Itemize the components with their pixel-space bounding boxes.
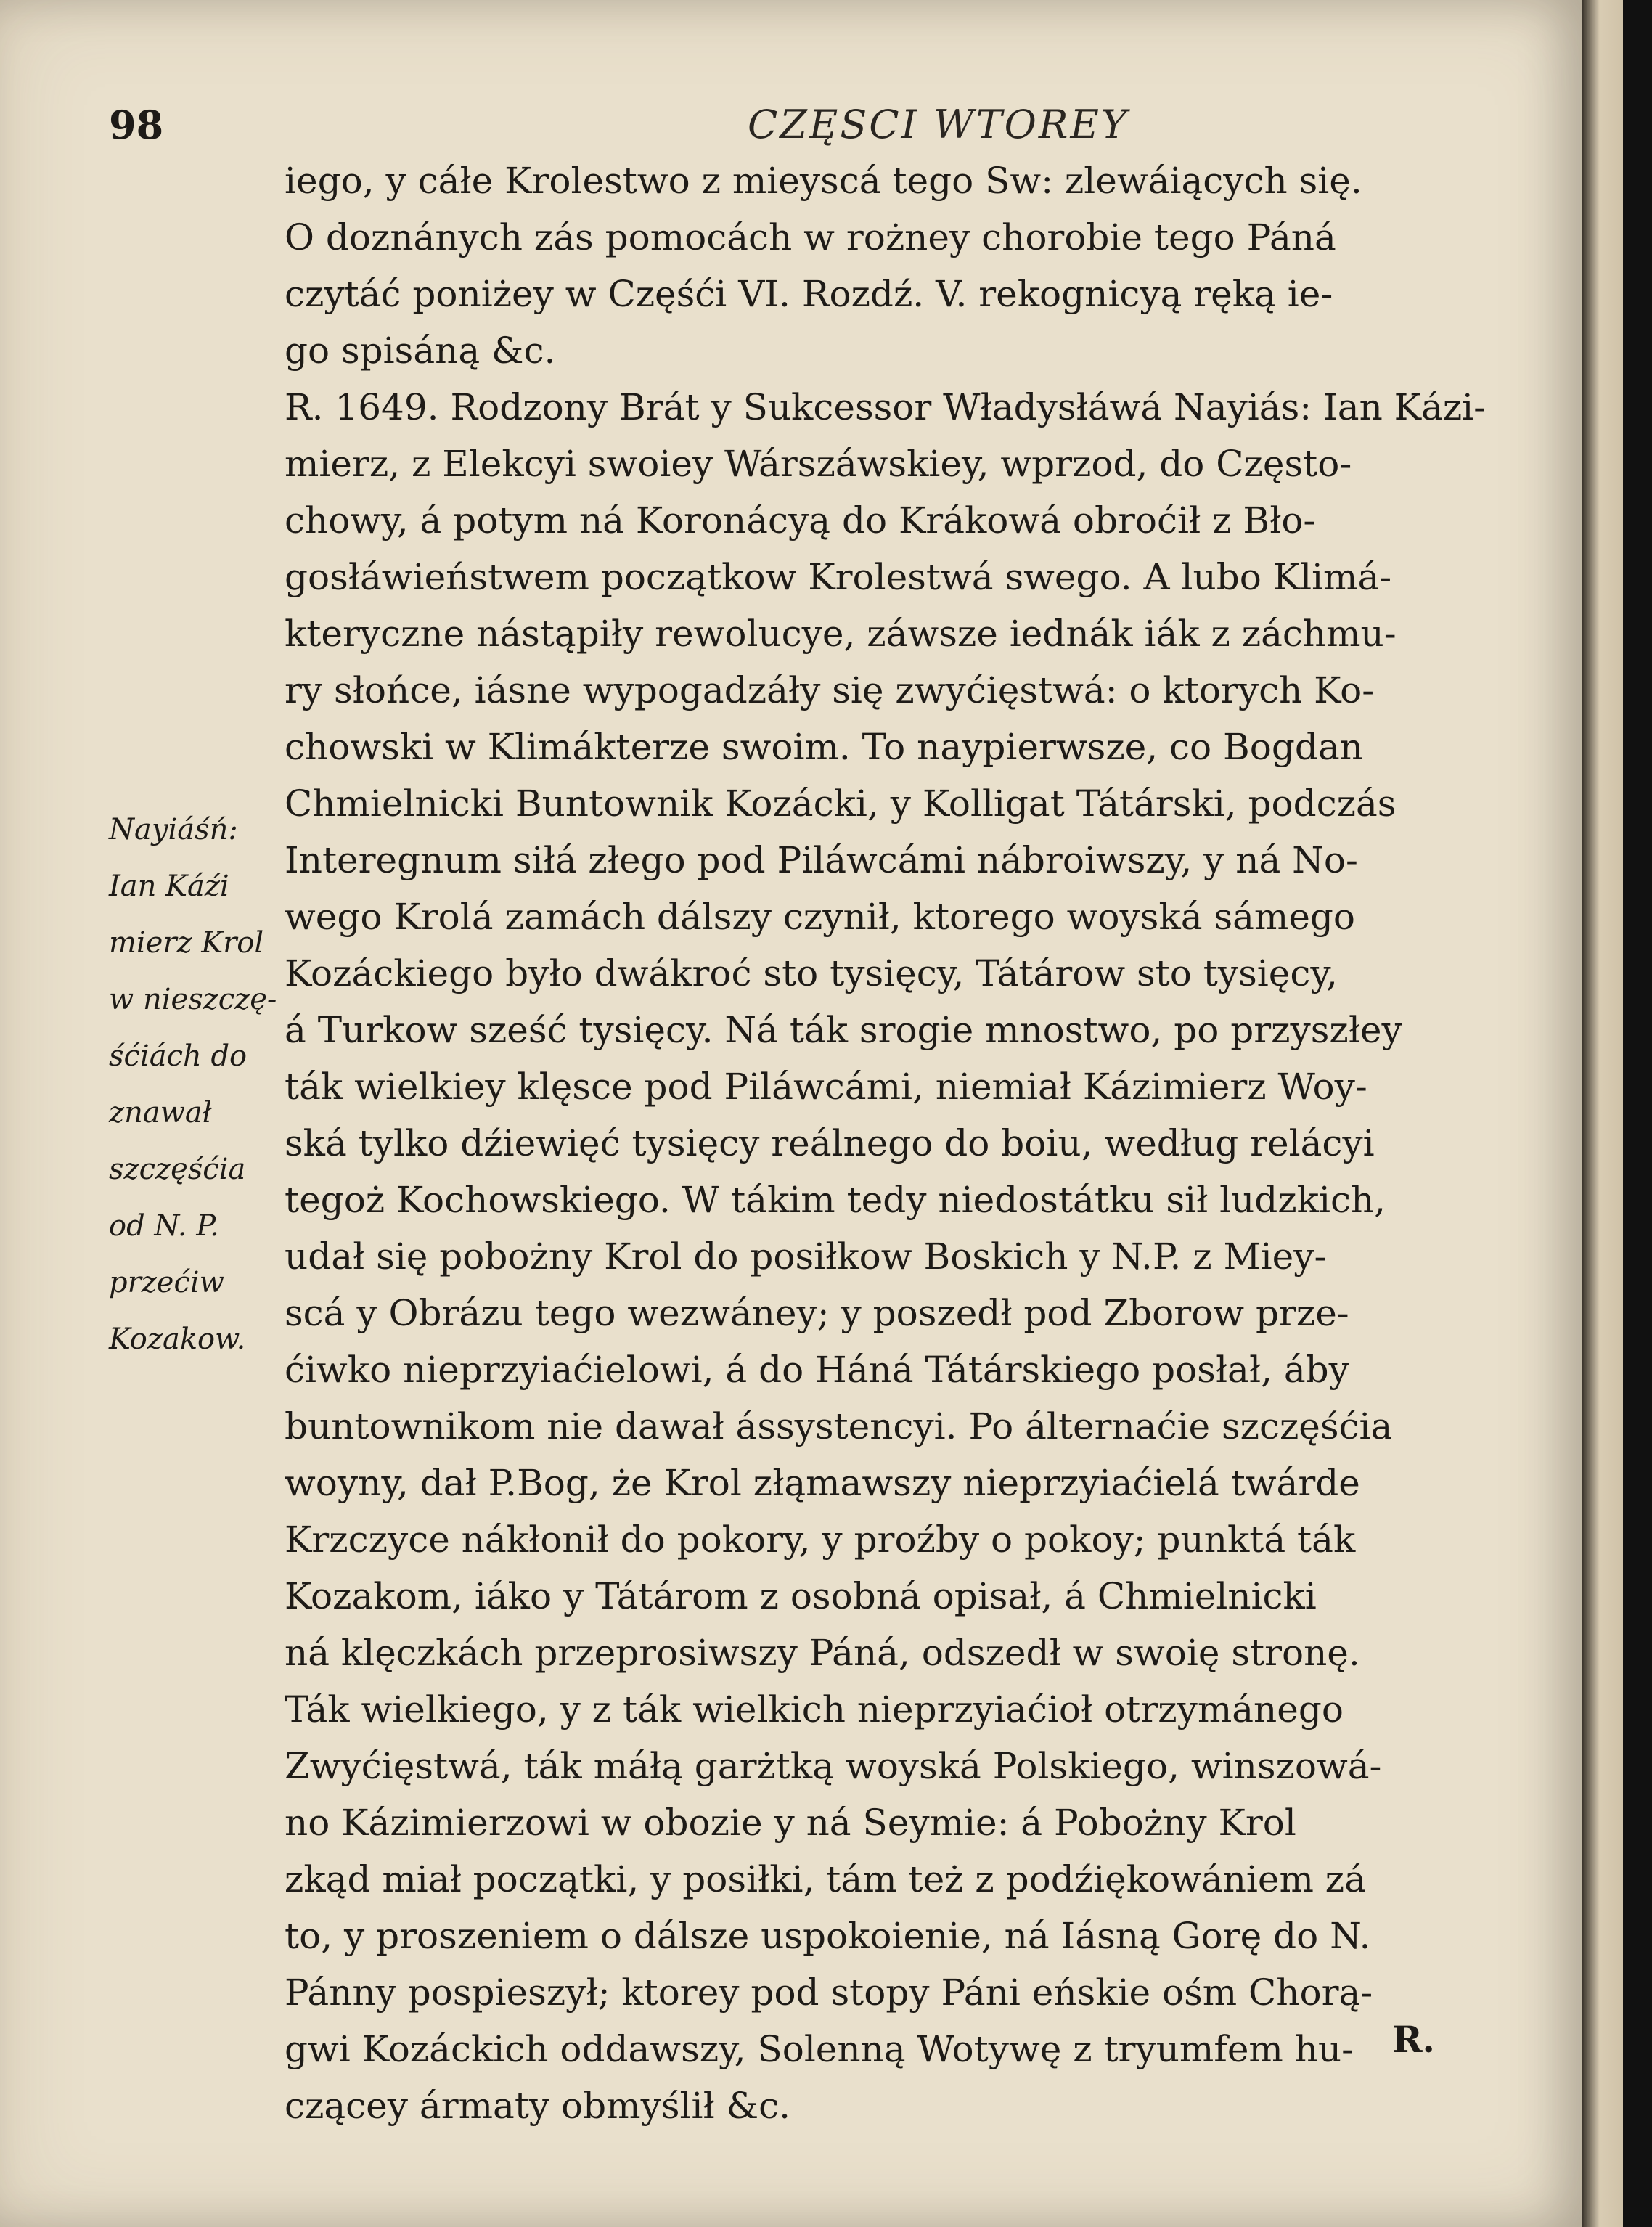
- body-line: Interegnum siłá złego pod Piláwcámi nábroiwszy, y ná No-: [285, 839, 1358, 881]
- body-line: Ták wielkiego, y z ták wielkich nieprzyiaćioł otrzymánego: [285, 1688, 1344, 1730]
- catchword: R.: [1392, 2018, 1435, 2061]
- body-line: Krzczyce nákłonił do pokory, y proźby o pokoy; punktá ták: [285, 1519, 1356, 1561]
- body-line: iego, y cáłe Krolestwo z mieyscá tego Sw: zlewáiących się.: [285, 160, 1362, 202]
- body-line: Kozakom, iáko y Tátárom z osobná opisał, á Chmielnicki: [285, 1575, 1317, 1617]
- body-line: Chmielnicki Buntownik Kozácki, y Kolligat Tátárski, podczás: [285, 782, 1397, 825]
- body-line: scá y Obrázu tego wezwáney; y poszedł pod Zborow prze-: [285, 1292, 1349, 1334]
- body-line: zkąd miał początki, y posiłki, tám też z podźiękowániem zá: [285, 1858, 1366, 1900]
- margin-note: Ian Káźi: [109, 870, 229, 903]
- margin-note: szczęśćia: [109, 1153, 246, 1186]
- running-head: CZĘSCI WTOREY: [748, 102, 1129, 147]
- body-line: gwi Kozáckich oddawszy, Solenną Wotywę z tryumfem hu-: [285, 2028, 1354, 2070]
- body-line: chowy, á potym ná Koronácyą do Krákowá obroćił z Bło-: [285, 499, 1316, 542]
- body-line: R. 1649. Rodzony Brát y Sukcessor Władysłáwá Nayiás: Ian Kázi-: [285, 386, 1487, 428]
- body-text: [285, 152, 1504, 2134]
- body-line: Zwyćięstwá, ták máłą garżtką woyská Polskiego, winszowá-: [285, 1745, 1382, 1787]
- body-line: ćiwko nieprzyiaćielowi, á do Háná Tátárskiego posłał, áby: [285, 1349, 1349, 1391]
- body-line: no Kázimierzowi w obozie y ná Seymie: á Pobożny Krol: [285, 1802, 1296, 1844]
- body-line: Kozáckiego było dwákroć sto tysięcy, Tátárow sto tysięcy,: [285, 952, 1338, 994]
- body-line: udał się pobożny Krol do posiłkow Boskich y N.P. z Miey-: [285, 1235, 1327, 1278]
- margin-note: w nieszczę-: [109, 983, 277, 1016]
- margin-notes: [109, 801, 283, 1368]
- page-number: 98: [109, 102, 164, 148]
- margin-note: od N. P.: [109, 1209, 219, 1243]
- margin-note: Kozakow.: [109, 1323, 246, 1356]
- margin-note: śćiách do: [109, 1039, 248, 1073]
- margin-note: przećiw: [109, 1266, 224, 1299]
- body-line: tegoż Kochowskiego. W tákim tedy niedostátku sił ludzkich,: [285, 1179, 1386, 1221]
- body-line: czytáć poniżey w Częśći VI. Rozdź. V. rekognicyą ręką ie-: [285, 273, 1333, 315]
- body-line: ry słońce, iásne wypogadzáły się zwyćięstwá: o ktorych Ko-: [285, 669, 1375, 711]
- body-line: chowski w Klimákterze swoim. To naypierwsze, co Bogdan: [285, 726, 1363, 768]
- body-line: ná klęczkách przeprosiwszy Páná, odszedł w swoię stronę.: [285, 1632, 1360, 1674]
- margin-note: Nayiáśń:: [109, 813, 238, 846]
- body-line: á Turkow sześć tysięcy. Ná ták srogie mnostwo, po przyszłey: [285, 1009, 1402, 1051]
- body-line: to, y proszeniem o dálsze uspokoienie, ná Iásną Gorę do N.: [285, 1915, 1371, 1957]
- margin-note: znawał: [109, 1096, 212, 1129]
- margin-note: mierz Krol: [109, 926, 264, 960]
- body-line: czącey ármaty obmyślił &c.: [285, 2085, 790, 2127]
- body-line: O doznánych zás pomocách w rożney chorobie tego Páná: [285, 216, 1336, 258]
- body-line: kteryczne nástąpiły rewolucye, záwsze iednák iák z záchmu-: [285, 613, 1397, 655]
- body-line: gosłáwieństwem początkow Krolestwá swego. A lubo Klimá-: [285, 556, 1392, 598]
- body-line: ská tylko dźiewięć tysięcy reálnego do boiu, według relácyi: [285, 1122, 1375, 1164]
- body-line: Pánny pospieszył; ktorey pod stopy Páni eńskie ośm Chorą-: [285, 1971, 1373, 2014]
- body-line: go spisáną &c.: [285, 330, 556, 372]
- body-line: mierz, z Elekcyi swoiey Wárszáwskiey, wprzod, do Często-: [285, 443, 1352, 485]
- body-line: ták wielkiey klęsce pod Piláwcámi, niemiał Kázimierz Woy-: [285, 1066, 1367, 1108]
- page-header: [109, 102, 1488, 152]
- body-line: buntownikom nie dawał ássystencyi. Po álternaćie szczęśćia: [285, 1405, 1393, 1447]
- body-line: woyny, dał P.Bog, że Krol złąmawszy nieprzyiaćielá twárde: [285, 1462, 1360, 1504]
- scan-border: [1623, 0, 1652, 2227]
- body-line: wego Krolá zamách dálszy czynił, ktorego woyská sámego: [285, 896, 1356, 938]
